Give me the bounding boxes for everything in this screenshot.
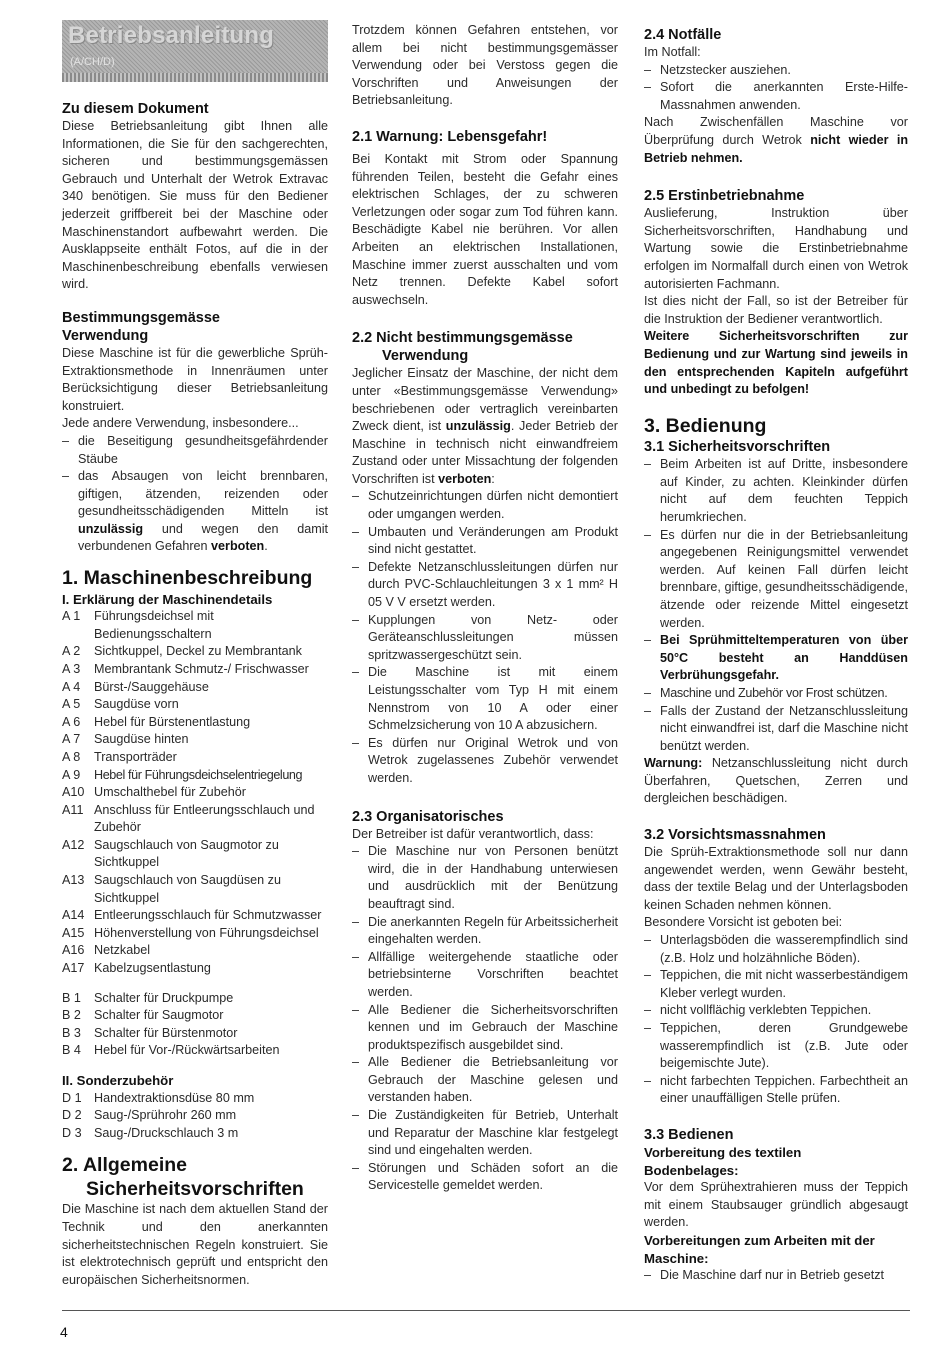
- s22-text: Jeglicher Einsatz der Maschine, der nicht dem unter «Bestimmungsgemässe Verwendung» beschriebenen oder vertraglich vereinbarten Zweck dient, ist unzulässig. Jeder Betrieb der Maschine in technisch nicht einwandfreiem Zustand oder unter Missachtung der folgenden Vorschriften ist verboten:: [352, 366, 618, 486]
- list-item: D 2 Saug-/Sprührohr 260 mm: [62, 1108, 237, 1123]
- s24-item-1: – Netzstecker ausziehen.: [644, 62, 791, 77]
- banner-subtitle: (A/CH/D): [70, 56, 115, 68]
- section-2-intro: Die Maschine ist nach dem aktuellen Stand der Technik und den anerkannten sicherheitstechnischen Regeln konstruiert. Sie ist elektrotechnisch geprüft und entspricht den europäischen Sicherheitsnormen.: [62, 1202, 328, 1287]
- s22-item-4: – Kupplungen von Netz- oder Geräteanschlussleitungen müssen spritzwassergeschützt sein.: [352, 612, 618, 662]
- s33-text: Vor dem Sprühextrahieren muss der Teppich mit einem Staubsauger gründlich abgesaugt werden.: [644, 1180, 908, 1230]
- s23-item-3: – Allfällige weitergehende staatliche oder betriebsinterne Vorschriften beachtet werden.: [352, 949, 618, 999]
- usage-item-2: – das Absaugen von leicht brennbaren, giftigen, ätzenden, reizenden oder gesundheitsschädigenden Mitteln ist unzulässig und wegen den damit verbundenen Gefahren verboten.: [62, 469, 328, 554]
- list-item: A12 Saugschlauch von Saugmotor zu Sichtkuppel: [62, 837, 279, 870]
- s25-text-2: Ist dies nicht der Fall, so ist der Betreiber für die Instruktion der Bediener verantwortlich.: [644, 294, 908, 326]
- list-item: A14 Entleerungsschlauch für Schmutzwasser: [62, 908, 322, 923]
- machine-details-list-b: [62, 990, 328, 1060]
- s33-sub-1-line-2: Bodenbelages:: [644, 1162, 739, 1178]
- s21-text: Bei Kontakt mit Strom oder Spannung führenden Teilen, besteht die Gefahr eines elektrischen Schlages, der zu schweren Verletzungen oder sogar zum Tod führen kann. Beschädigte Kabel nie berühren. Vor allen Arbeiten an elektrischen Installationen, Maschine immer zuerst ausschalten und vom Netz trennen. Defekte Kabel sofort auswechseln.: [352, 151, 618, 307]
- page-number: 4: [60, 1324, 68, 1340]
- footer-divider: [62, 1310, 910, 1311]
- s22-heading-2: Verwendung: [382, 348, 469, 365]
- list-item: A11 Anschluss für Entleerungsschlauch und Zubehör: [62, 802, 315, 835]
- section-1-sub-2: II. Sonderzubehör: [62, 1073, 174, 1088]
- list-item: A 5 Saugdüse vorn: [62, 697, 179, 712]
- list-item: A10 Umschalthebel für Zubehör: [62, 785, 246, 800]
- column-3: [644, 26, 908, 1285]
- s23-text: Der Betreiber ist dafür verantwortlich, dass:: [352, 826, 594, 841]
- s24-item-2: – Sofort die anerkannten Erste-Hilfe-Massnahmen anwenden.: [644, 80, 908, 112]
- list-item: B 4 Hebel für Vor-/Rückwärtsarbeiten: [62, 1043, 280, 1058]
- header-banner: [62, 20, 328, 82]
- section-1-heading: 1. Maschinenbeschreibung: [62, 567, 313, 590]
- s32-item-2: – Teppichen, die mit nicht wasserbeständigem Kleber verlegt wurden.: [644, 968, 908, 1000]
- s33-heading: 3.3 Bedienen: [644, 1126, 734, 1143]
- s23-item-1: – Die Maschine nur von Personen benützt wird, die in der Handhabung unterwiesen und ausdrücklich mit der Benützung beauftragt sind.: [352, 844, 618, 911]
- s22-item-6: – Es dürfen nur Original Wetrok und von Wetrok zugelassenes Zubehör verwendet werden.: [352, 735, 618, 785]
- list-item: D 1 Handextraktionsdüse 80 mm: [62, 1090, 255, 1105]
- s23-item-6: – Die Zuständigkeiten für Betrieb, Unterhalt und Reparatur der Maschine klar festgelegt sind und eingehalten werden.: [352, 1108, 618, 1158]
- s21-heading: 2.1 Warnung: Lebensgefahr!: [352, 128, 548, 145]
- list-item: A17 Kabelzugsentlastung: [62, 961, 211, 976]
- s33-item-1: – Die Maschine darf nur in Betrieb gesetzt: [644, 1268, 885, 1283]
- s23-item-2: – Die anerkannten Regeln für Arbeitssicherheit eingehalten werden.: [352, 914, 618, 947]
- s24-after: Nach Zwischenfällen Maschine vor Überprüfung durch Wetrok nicht wieder in Betrieb nehmen.: [644, 115, 909, 165]
- s23-item-7: – Störungen und Schäden sofort an die Servicestelle gemeldet werden.: [352, 1160, 618, 1193]
- s31-warning: Warnung: Netzanschlussleitung nicht durch Überfahren, Quetschen, Zerren und dergleichen beschädigen.: [644, 756, 908, 806]
- list-item: D 3 Saug-/Druckschlauch 3 m: [62, 1125, 239, 1140]
- usage-heading-1: Bestimmungsgemässe: [62, 309, 220, 326]
- s33-sub-1-line-1: Vorbereitung des textilen: [644, 1144, 802, 1160]
- list-item: A 4 Bürst-/Sauggehäuse: [62, 679, 209, 694]
- list-item: A13 Saugschlauch von Saugdüsen zu Sichtkuppel: [62, 873, 281, 905]
- list-item: A 7 Saugdüse hinten: [62, 732, 189, 747]
- section-2-heading-1: 2. Allgemeine: [62, 1154, 187, 1177]
- s22-item-2: – Umbauten und Veränderungen am Produkt sind nicht gestattet.: [352, 524, 618, 557]
- list-item: A 2 Sichtkuppel, Deckel zu Membrantank: [62, 644, 302, 659]
- s23-item-4: – Alle Bediener die Sicherheitsvorschriften kennen und im Gebrauch der Maschine produktspezifisch ausgebildet sind.: [352, 1002, 618, 1052]
- s25-heading: 2.5 Erstinbetriebnahme: [644, 188, 805, 205]
- usage-heading-2: Verwendung: [62, 327, 149, 344]
- s33-sub-2-line-2: Maschine:: [644, 1250, 709, 1266]
- s22-item-1: – Schutzeinrichtungen dürfen nicht demontiert oder umgangen werden.: [352, 489, 618, 522]
- banner-title: Betriebsanleitung: [68, 22, 275, 49]
- s33-sub-2-line-1: Vorbereitungen zum Arbeiten mit der: [644, 1232, 875, 1248]
- list-item: A15 Höhenverstellung von Führungsdeichsel: [62, 925, 319, 940]
- section-2-heading-2: Sicherheitsvorschriften: [86, 1177, 304, 1200]
- s31-item-1: – Beim Arbeiten ist auf Dritte, insbesondere auf Kinder, zu achten. Kleinkinder dürfen nicht auf dem feuchten Teppich herumkriechen.: [644, 457, 908, 524]
- list-item: B 1 Schalter für Druckpumpe: [62, 990, 234, 1005]
- s31-item-5: – Falls der Zustand der Netzanschlussleitung nicht einwandfrei ist, darf die Maschine nicht benützt werden.: [644, 703, 908, 753]
- usage-item-1: – die Beseitigung gesundheitsgefährdender Stäube: [62, 433, 328, 466]
- accessories-list: [62, 1090, 328, 1143]
- s24-text: Im Notfall:: [644, 45, 701, 59]
- doc-heading: Zu diesem Dokument: [62, 101, 209, 117]
- section-1-sub-1: I. Erklärung der Maschinendetails: [62, 591, 273, 607]
- s25-text: Auslieferung, Instruktion über Sicherheitsvorschriften, Handhabung und Wartung sowie die Erstinbetriebnahme erfolgen im Normalfall durch einen von Wetrok autorisierten Fachmann.: [644, 206, 908, 291]
- list-item: A 9 Hebel für Führungsdeichselentriegelung: [62, 767, 303, 782]
- s32-heading: 3.2 Vorsichtsmassnahmen: [644, 827, 826, 844]
- doc-text: Diese Betriebsanleitung gibt Ihnen alle Informationen, die Sie für den sachgerechten, sicheren und bestimmungsgemässen Gebrauch und Unterhalt der Wetrok Extravac 340 benötigen. Sie muss für den Bediener jederzeit griffbereit bei der Maschine oder Maschinenstandort aufbewahrt werden. Die Ausklappseite enthält Fotos, auf die in der Maschinenbeschreibung ebenfalls verwiesen wird.: [62, 119, 328, 292]
- usage-text: Diese Maschine ist für die gewerbliche Sprüh-Extraktionsmethode in Innenräumen unter Berücksichtigung dieser Betriebsanleitung konstruiert.: [62, 345, 328, 413]
- list-item: A16 Netzkabel: [62, 943, 151, 958]
- s31-item-2: – Es dürfen nur die in der Betriebsanleitung angegebenen Reinigungsmittel verwendet werden. Auf keinen Fall dürfen leicht brennbare, giftige, gesundheitsschädigende, ätzende oder reizende Mittel eingesetzt werden.: [644, 527, 908, 630]
- list-item: B 3 Schalter für Bürstenmotor: [62, 1025, 238, 1040]
- column-2: [352, 22, 618, 1195]
- list-item: A 3 Membrantank Schmutz-/ Frischwasser: [62, 661, 309, 676]
- s22-item-5: – Die Maschine ist mit einem Leistungsschalter vom Typ H mit einem Nennstrom von 10 A oder einer Schmelzsicherung von 10 A abzusichern.: [352, 665, 618, 733]
- s22-item-3: – Defekte Netzanschlussleitungen dürfen nur durch PVC-Schlauchleitungen 3 x 1 mm² H 05 V V ersetzt werden.: [352, 559, 618, 610]
- s31-item-4: – Maschine und Zubehör vor Frost schützen.: [644, 685, 888, 700]
- s31-item-3: – Bei Sprühmitteltemperaturen von über 50°C besteht an Handdüsen Verbrühungsgefahr.: [644, 633, 908, 683]
- s32-item-3: – nicht vollflächig verklebten Teppichen.: [644, 1003, 872, 1018]
- usage-text-2: Jede andere Verwendung, insbesondere...: [62, 416, 299, 431]
- s32-text: Die Sprüh-Extraktionsmethode soll nur dann angewendet werden, wenn Gewähr besteht, dass der textile Belag und der Unterlagsboden keinen Schaden nehmen können.: [644, 845, 908, 912]
- section-2-intro-2: Trotzdem können Gefahren entstehen, vor allem bei nicht bestimmungsgemässer Verwendung oder bei Verstoss gegen die Vorschriften und Anweisungen der Betriebsanleitung.: [352, 23, 618, 108]
- s32-item-5: – nicht farbechten Teppichen. Farbechtheit an einer unauffälligen Stelle prüfen.: [644, 1073, 908, 1106]
- s32-item-4: – Teppichen, deren Grundgewebe wasserempfindlich ist (z.B. Jute oder beigemischte Jute).: [644, 1021, 908, 1071]
- list-item: B 2 Schalter für Saugmotor: [62, 1008, 224, 1023]
- s31-heading: 3.1 Sicherheitsvorschriften: [644, 439, 831, 456]
- s24-heading: 2.4 Notfälle: [644, 27, 722, 43]
- list-item: A 1 Führungsdeichsel mit Bedienungsschaltern: [62, 609, 214, 641]
- machine-details-list-a: [62, 608, 328, 977]
- banner-pattern-bar: [62, 73, 328, 82]
- s32-item-1: – Unterlagsböden die wasserempfindlich sind (z.B. Holz und holzähnliche Böden).: [644, 933, 908, 965]
- column-1: [62, 20, 328, 1289]
- s25-bold: Weitere Sicherheitsvorschriften zur Bedienung und zur Wartung sind jeweils in den entsprechenden Kapiteln aufgeführt und unbedingt zu befolgen!: [644, 329, 908, 397]
- s23-item-5: – Alle Bediener die Betriebsanleitung vor Gebrauch der Maschine gelesen und verstanden haben.: [352, 1055, 618, 1105]
- list-item: A 6 Hebel für Bürstenentlastung: [62, 714, 251, 729]
- s22-heading-1: 2.2 Nicht bestimmungsgemässe: [352, 330, 573, 347]
- s23-heading: 2.3 Organisatorisches: [352, 808, 504, 825]
- s32-text-2: Besondere Vorsicht ist geboten bei:: [644, 915, 843, 930]
- list-item: A 8 Transporträder: [62, 749, 177, 764]
- section-3-heading: 3. Bedienung: [644, 414, 767, 437]
